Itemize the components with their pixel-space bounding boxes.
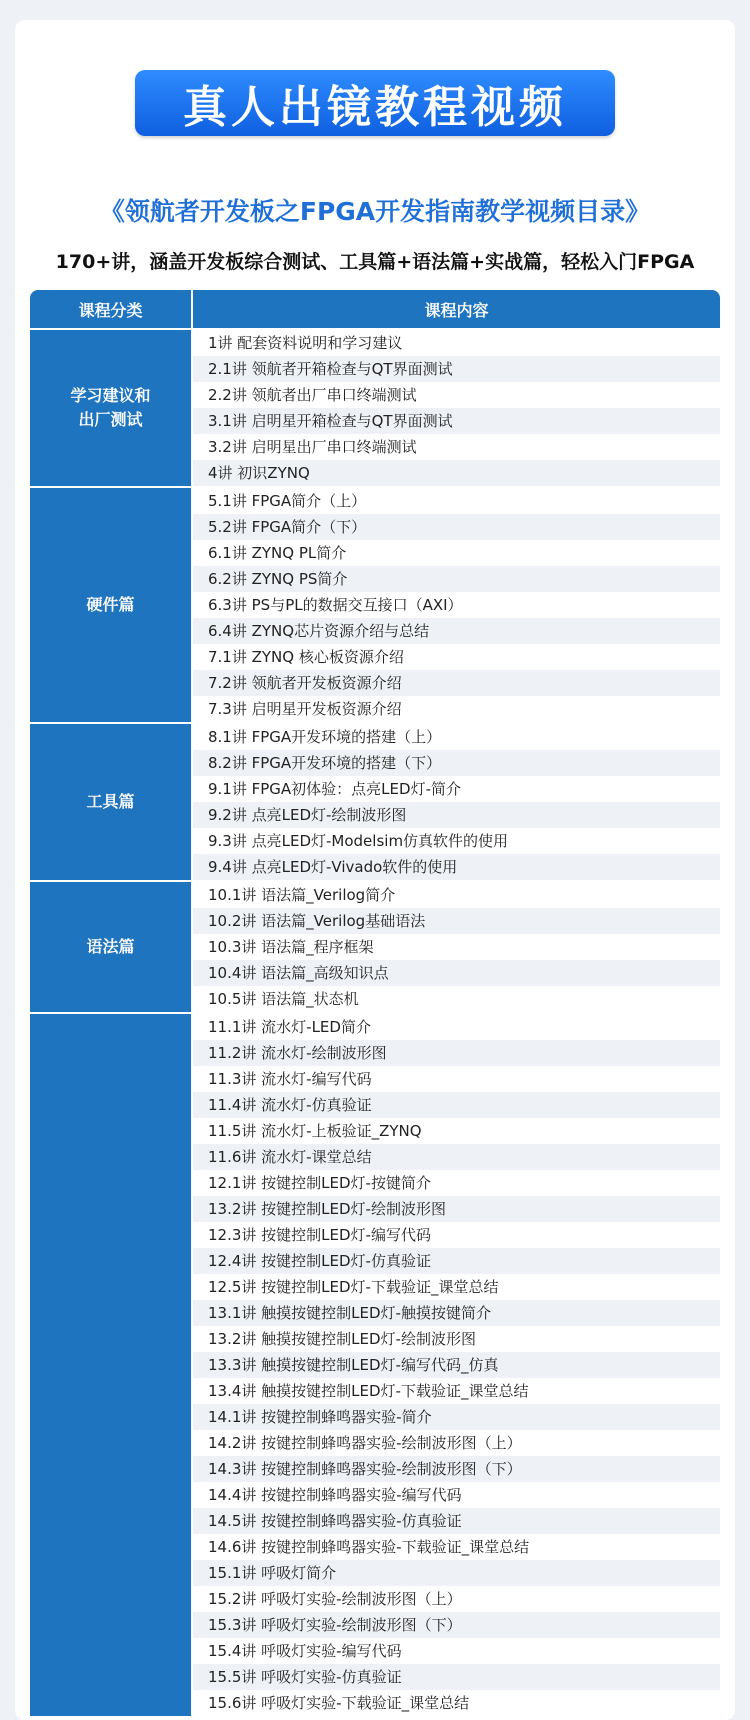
page-title: 《领航者开发板之FPGA开发指南教学视频目录》 — [99, 197, 651, 226]
lesson-row: 15.1讲 呼吸灯简介 — [193, 1560, 720, 1586]
lesson-row: 10.3讲 语法篇_程序框架 — [193, 934, 720, 960]
category-cell — [30, 1014, 193, 1716]
lesson-row: 9.4讲 点亮LED灯-Vivado软件的使用 — [193, 854, 720, 880]
category-cell: 工具篇 — [30, 724, 193, 880]
lesson-row: 8.2讲 FPGA开发环境的搭建（下） — [193, 750, 720, 776]
lesson-row: 12.4讲 按键控制LED灯-仿真验证 — [193, 1248, 720, 1274]
lesson-row: 11.1讲 流水灯-LED简介 — [193, 1014, 720, 1040]
lesson-list — [193, 488, 720, 722]
lesson-row: 15.6讲 呼吸灯实验-下载验证_课堂总结 — [193, 1690, 720, 1716]
category-group — [30, 328, 720, 486]
lesson-list — [193, 330, 720, 486]
course-table — [30, 290, 720, 1716]
lesson-row: 10.4讲 语法篇_高级知识点 — [193, 960, 720, 986]
lesson-row: 4讲 初识ZYNQ — [193, 460, 720, 486]
lesson-row: 11.4讲 流水灯-仿真验证 — [193, 1092, 720, 1118]
category-cell: 学习建议和 出厂测试 — [30, 330, 193, 486]
lesson-row: 13.4讲 触摸按键控制LED灯-下载验证_课堂总结 — [193, 1378, 720, 1404]
lesson-row: 2.1讲 领航者开箱检查与QT界面测试 — [193, 356, 720, 382]
category-cell: 语法篇 — [30, 882, 193, 1012]
header-content: 课程内容 — [424, 300, 489, 320]
lesson-row: 6.2讲 ZYNQ PS简介 — [193, 566, 720, 592]
lesson-row: 6.1讲 ZYNQ PL简介 — [193, 540, 720, 566]
lesson-row: 11.6讲 流水灯-课堂总结 — [193, 1144, 720, 1170]
category-group — [30, 722, 720, 880]
lesson-row: 7.1讲 ZYNQ 核心板资源介绍 — [193, 644, 720, 670]
lesson-row: 12.1讲 按键控制LED灯-按键简介 — [193, 1170, 720, 1196]
lesson-row: 7.3讲 启明星开发板资源介绍 — [193, 696, 720, 722]
lesson-row: 10.5讲 语法篇_状态机 — [193, 986, 720, 1012]
lesson-row: 11.2讲 流水灯-绘制波形图 — [193, 1040, 720, 1066]
lesson-row: 7.2讲 领航者开发板资源介绍 — [193, 670, 720, 696]
lesson-row: 13.2讲 触摸按键控制LED灯-绘制波形图 — [193, 1326, 720, 1352]
lesson-row: 5.1讲 FPGA简介（上） — [193, 488, 720, 514]
lesson-list — [193, 882, 720, 1012]
lesson-row: 14.1讲 按键控制蜂鸣器实验-简介 — [193, 1404, 720, 1430]
lesson-row: 12.3讲 按键控制LED灯-编写代码 — [193, 1222, 720, 1248]
category-group — [30, 1012, 720, 1716]
lesson-row: 15.3讲 呼吸灯实验-绘制波形图（下） — [193, 1612, 720, 1638]
lesson-row: 1讲 配套资料说明和学习建议 — [193, 330, 720, 356]
page-tagline: 170+讲，涵盖开发板综合测试、工具篇+语法篇+实战篇，轻松入门FPGA — [55, 251, 695, 273]
lesson-row: 14.4讲 按键控制蜂鸣器实验-编写代码 — [193, 1482, 720, 1508]
category-group — [30, 880, 720, 1012]
lesson-row: 2.2讲 领航者出厂串口终端测试 — [193, 382, 720, 408]
lesson-row: 3.1讲 启明星开箱检查与QT界面测试 — [193, 408, 720, 434]
table-header — [30, 290, 720, 328]
lesson-row: 14.2讲 按键控制蜂鸣器实验-绘制波形图（上） — [193, 1430, 720, 1456]
lesson-row: 13.3讲 触摸按键控制LED灯-编写代码_仿真 — [193, 1352, 720, 1378]
lesson-row: 15.4讲 呼吸灯实验-编写代码 — [193, 1638, 720, 1664]
lesson-list — [193, 724, 720, 880]
lesson-row: 15.5讲 呼吸灯实验-仿真验证 — [193, 1664, 720, 1690]
lesson-row: 5.2讲 FPGA简介（下） — [193, 514, 720, 540]
lesson-row: 15.2讲 呼吸灯实验-绘制波形图（上） — [193, 1586, 720, 1612]
lesson-row: 14.3讲 按键控制蜂鸣器实验-绘制波形图（下） — [193, 1456, 720, 1482]
table-body — [30, 328, 720, 1716]
lesson-row: 6.3讲 PS与PL的数据交互接口（AXI） — [193, 592, 720, 618]
lesson-row: 12.5讲 按键控制LED灯-下载验证_课堂总结 — [193, 1274, 720, 1300]
lesson-row: 9.1讲 FPGA初体验：点亮LED灯-简介 — [193, 776, 720, 802]
banner-title: 真人出镜教程视频 — [135, 70, 615, 136]
lesson-row: 11.3讲 流水灯-编写代码 — [193, 1066, 720, 1092]
lesson-row: 8.1讲 FPGA开发环境的搭建（上） — [193, 724, 720, 750]
lesson-row: 10.1讲 语法篇_Verilog简介 — [193, 882, 720, 908]
category-cell: 硬件篇 — [30, 488, 193, 722]
lesson-row: 13.1讲 触摸按键控制LED灯-触摸按键简介 — [193, 1300, 720, 1326]
lesson-row: 13.2讲 按键控制LED灯-绘制波形图 — [193, 1196, 720, 1222]
lesson-row: 6.4讲 ZYNQ芯片资源介绍与总结 — [193, 618, 720, 644]
lesson-row: 11.5讲 流水灯-上板验证_ZYNQ — [193, 1118, 720, 1144]
category-group — [30, 486, 720, 722]
lesson-row: 9.2讲 点亮LED灯-绘制波形图 — [193, 802, 720, 828]
lesson-list — [193, 1014, 720, 1716]
lesson-row: 3.2讲 启明星出厂串口终端测试 — [193, 434, 720, 460]
lesson-row: 9.3讲 点亮LED灯-Modelsim仿真软件的使用 — [193, 828, 720, 854]
lesson-row: 10.2讲 语法篇_Verilog基础语法 — [193, 908, 720, 934]
lesson-row: 14.5讲 按键控制蜂鸣器实验-仿真验证 — [193, 1508, 720, 1534]
header-category: 课程分类 — [30, 290, 193, 328]
lesson-row: 14.6讲 按键控制蜂鸣器实验-下载验证_课堂总结 — [193, 1534, 720, 1560]
